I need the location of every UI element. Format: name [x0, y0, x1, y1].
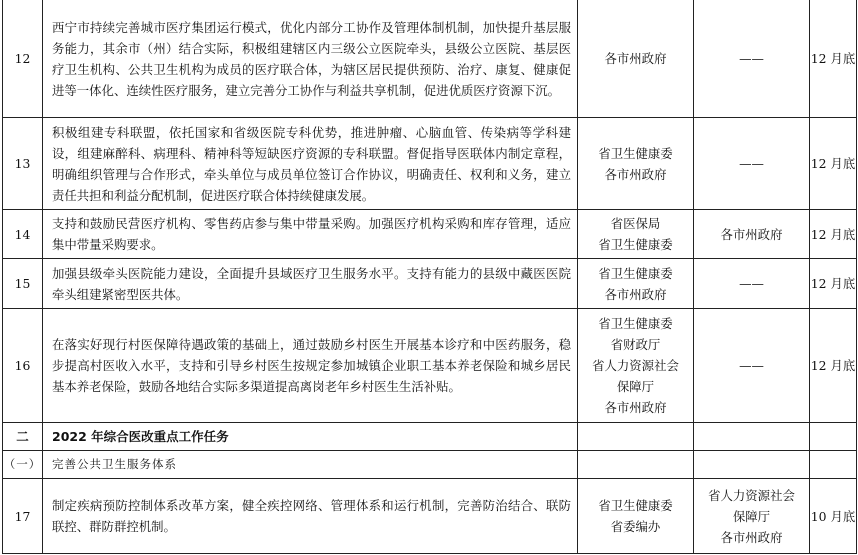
lead-line: 省人力资源社会: [592, 358, 679, 373]
cooperating-department: [694, 309, 810, 423]
table-row: [3, 259, 857, 309]
table-row: [3, 309, 857, 423]
empty-cell: [694, 451, 810, 479]
coop-line: ——: [739, 51, 764, 66]
deadline: 12 月底: [810, 118, 857, 210]
row-number: 13: [3, 118, 43, 210]
coop-line: 省人力资源社会: [708, 487, 795, 503]
lead-line: 省财政厅: [610, 337, 661, 352]
lead-line: 各市州政府: [604, 400, 667, 415]
section-title: 2022 年综合医改重点工作任务: [43, 423, 578, 451]
task-description: 在落实好现行村医保障待遇政策的基础上，通过鼓励乡村医生开展基本诊疗和中医药服务，稳步提高村医收入水平，支持和引导乡村医生按规定参加城镇企业职工基本养老保险和城乡居民基本养老保险，鼓励各地结合实际多渠道提高离岗老年乡村医生生活补贴。: [43, 309, 578, 423]
lead-department: [578, 210, 694, 259]
lead-line: 省卫生健康委: [598, 145, 673, 161]
row-number: 16: [3, 309, 43, 423]
deadline: 12 月底: [810, 0, 857, 118]
lead-department: [578, 309, 694, 423]
lead-line: 各市州政府: [604, 51, 667, 66]
row-number: 17: [3, 479, 43, 554]
lead-line: 省委编办: [610, 519, 661, 534]
lead-department: [578, 118, 694, 210]
section-number: 二: [3, 423, 43, 451]
task-table: [2, 0, 857, 554]
task-description: 西宁市持续完善城市医疗集团运行模式，优化内部分工协作及管理体制机制，加快提升基层服务能力，其余市（州）结合实际，积极组建辖区内三级公立医院牵头，县级公立医院、基层医疗卫生机构、公共卫生机构为成员的医疗联合体，为辖区居民提供预防、治疗、康复、健康促进等一体化、连续性医疗服务，建立完善分工协作与利益共享机制，促进优质医疗资源下沉。: [43, 0, 578, 118]
empty-cell: [810, 423, 857, 451]
table-row: [3, 479, 857, 554]
lead-line: 保障厅: [616, 379, 655, 394]
section-row: [3, 423, 857, 451]
cooperating-department: [694, 118, 810, 210]
coop-line: 保障厅: [732, 508, 771, 524]
coop-line: ——: [739, 156, 764, 171]
table-row: [3, 118, 857, 210]
deadline: 10 月底: [810, 479, 857, 554]
lead-department: [578, 479, 694, 554]
cooperating-department: [694, 0, 810, 118]
coop-line: ——: [739, 276, 764, 291]
lead-line: 省医保局: [610, 216, 661, 231]
lead-line: 省卫生健康委: [598, 316, 673, 331]
coop-line: 各市州政府: [720, 226, 783, 242]
cooperating-department: [694, 210, 810, 259]
row-number: 12: [3, 0, 43, 118]
lead-department: [578, 259, 694, 309]
coop-line: 各市州政府: [720, 529, 783, 545]
task-description: 支持和鼓励民营医疗机构、零售药店参与集中带量采购。加强医疗机构采购和库存管理，适应集中带量采购要求。: [43, 210, 578, 259]
deadline: 12 月底: [810, 210, 857, 259]
empty-cell: [810, 451, 857, 479]
table-row: [3, 210, 857, 259]
lead-line: 各市州政府: [604, 166, 667, 182]
cooperating-department: [694, 479, 810, 554]
task-description: 加强县级牵头医院能力建设，全面提升县域医疗卫生服务水平。支持有能力的县级中藏医医院牵头组建紧密型医共体。: [43, 259, 578, 309]
empty-cell: [694, 423, 810, 451]
task-description: 制定疾病预防控制体系改革方案，健全疾控网络、管理体系和运行机制，完善防治结合、联防联控、群防群控机制。: [43, 479, 578, 554]
table-row: [3, 0, 857, 118]
lead-line: 省卫生健康委: [598, 498, 673, 513]
subsection-row: [3, 451, 857, 479]
lead-department: [578, 0, 694, 118]
task-description: 积极组建专科联盟，依托国家和省级医院专科优势，推进肿瘤、心脑血管、传染病等学科建设，组建麻醉科、病理科、精神科等短缺医疗资源的专科联盟。督促指导医联体内制定章程，明确组织管理与合作形式，牵头单位与成员单位签订合作协议，明确责任、权利和义务，建立责任共担和利益分配机制，促进医疗联合体持续健康发展。: [43, 118, 578, 210]
deadline: 12 月底: [810, 259, 857, 309]
deadline: 12 月底: [810, 309, 857, 423]
subsection-number: （一）: [3, 451, 43, 479]
cooperating-department: [694, 259, 810, 309]
row-number: 15: [3, 259, 43, 309]
row-number: 14: [3, 210, 43, 259]
lead-line: 省卫生健康委: [598, 237, 673, 252]
empty-cell: [578, 423, 694, 451]
coop-line: ——: [739, 358, 764, 373]
lead-line: 省卫生健康委: [598, 265, 673, 281]
lead-line: 各市州政府: [604, 286, 667, 302]
empty-cell: [578, 451, 694, 479]
subsection-title: 完善公共卫生服务体系: [43, 451, 578, 479]
